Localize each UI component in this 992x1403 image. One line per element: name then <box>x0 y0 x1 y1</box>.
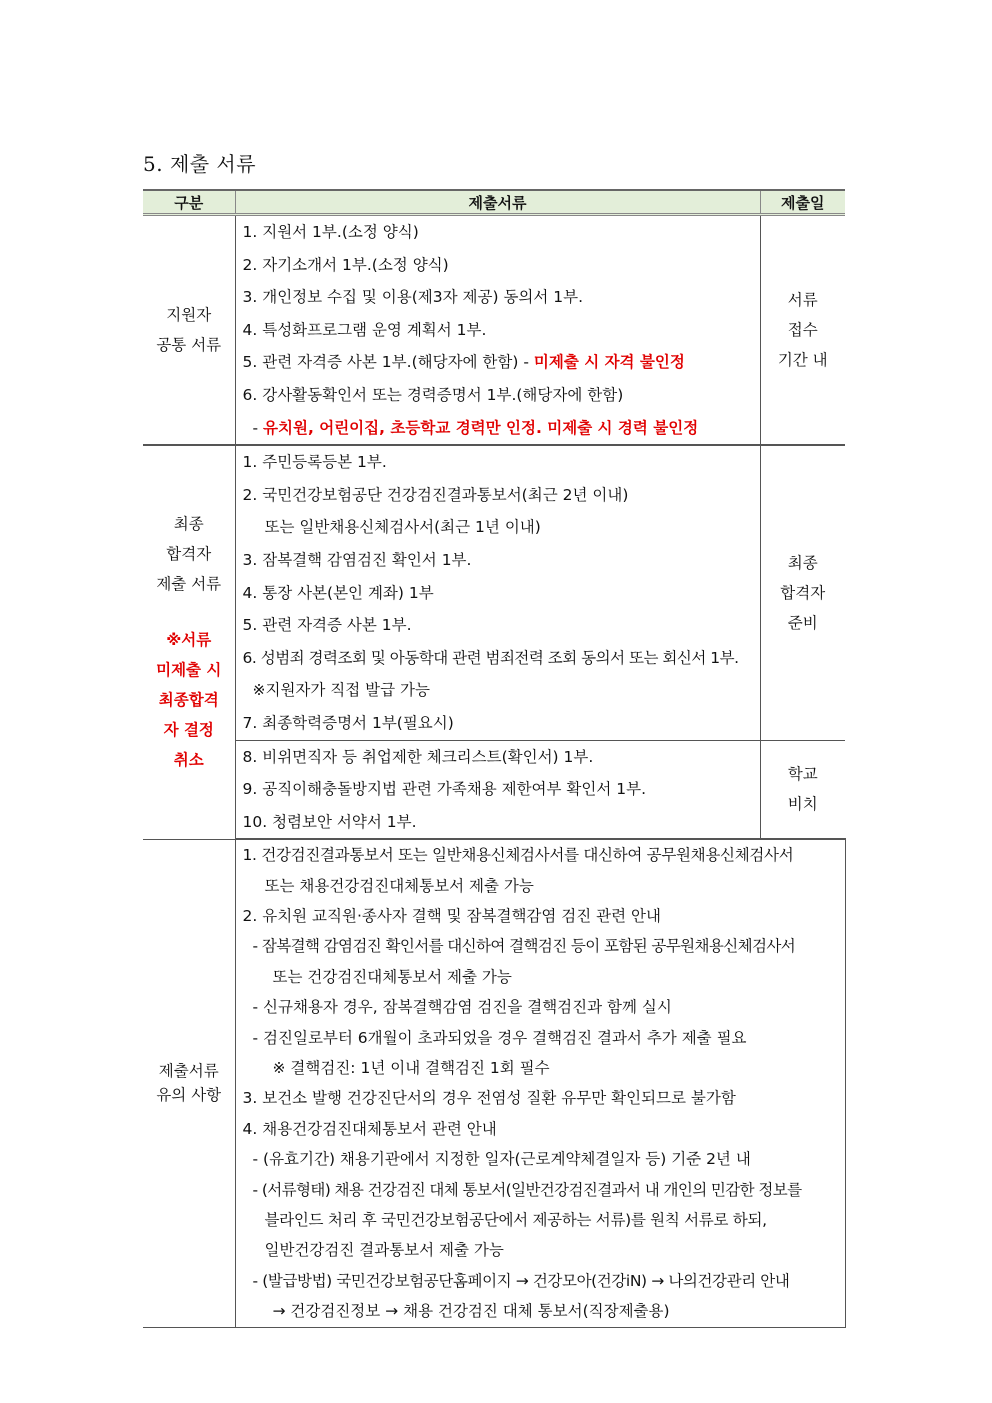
note-line: - 검진일로부터 6개월이 초과되었을 경우 결핵검진 결과서 추가 제출 필요 <box>252 1028 747 1047</box>
list-item: 8. 비위면직자 등 취업제한 체크리스트(확인서) 1부. <box>242 747 594 766</box>
list-item <box>243 346 760 379</box>
note-line: - 신규채용자 경우, 잠복결핵감염 검진을 결핵검진과 함께 실시 <box>252 998 672 1017</box>
header-category: 구분 <box>143 190 235 215</box>
list-item: 2. 국민건강보험공단 건강검진결과통보서(최근 2년 이내) <box>242 485 629 504</box>
note-line: ※ 결핵검진: 1년 이내 결핵검진 1회 필수 <box>272 1059 550 1078</box>
list-item: 2. 자기소개서 1부.(소정 양식) <box>242 255 449 274</box>
final-due-a: 최종 합격자 준비 <box>760 445 845 740</box>
list-item: 3. 잠복결핵 감염검진 확인서 1부. <box>242 550 472 569</box>
header-due: 제출일 <box>760 190 845 215</box>
dash-text: - <box>252 418 264 437</box>
list-item: 3. 개인정보 수집 및 이용(제3자 제공) 동의서 1부. <box>242 288 584 307</box>
list-item: 1. 지원서 1부.(소정 양식) <box>242 223 419 241</box>
note-line: 블라인드 처리 후 국민건강보험공단에서 제공하는 서류)를 원칙 서류로 하되, <box>264 1210 767 1229</box>
documents-table <box>143 189 846 1328</box>
notes-row <box>143 839 845 1327</box>
header-documents: 제출서류 <box>235 190 760 215</box>
note-line: 일반건강검진 결과통보서 제출 가능 <box>264 1241 504 1260</box>
final-documents-row-b <box>143 740 845 839</box>
list-item: 1. 주민등록등본 1부. <box>242 453 387 472</box>
notes-category: 제출서류 유의 사항 <box>143 839 235 1327</box>
common-documents-list <box>235 215 760 446</box>
common-documents-row <box>143 215 845 446</box>
list-item: 또는 일반채용신체검사서(최근 1년 이내) <box>264 518 541 537</box>
list-item: 6. 성범죄 경력조회 및 아동학대 관련 범죄전력 조회 동의서 또는 회신서 1부. <box>242 648 739 667</box>
table-header-row <box>143 190 845 215</box>
list-item: 9. 공직이해충돌방지법 관련 가족채용 제한여부 확인서 1부. <box>242 780 647 799</box>
note-line: - 잠복결핵 감염검진 확인서를 대신하여 결핵검진 등이 포함된 공무원채용신체검사서 <box>252 937 796 956</box>
common-due: 서류 접수 기간 내 <box>760 215 845 446</box>
final-warning: ※서류 <box>166 631 212 650</box>
note-line: 1. 건강검진결과통보서 또는 일반채용신체검사서를 대신하여 공무원채용신체검사서 <box>242 846 794 865</box>
note-line: - (발급방법) 국민건강보험공단홈페이지 → 건강모아(건강iN) → 나의건강관리 안내 <box>252 1271 790 1290</box>
note-line: 2. 유치원 교직원·종사자 결핵 및 잠복결핵감염 검진 관련 안내 <box>242 907 661 926</box>
note-line: → 건강검진정보 → 채용 건강검진 대체 통보서(직장제출용) <box>272 1302 670 1321</box>
note-line: 또는 건강검진대체통보서 제출 가능 <box>272 967 512 986</box>
final-documents-list-b <box>235 740 760 839</box>
final-due-b: 학교 비치 <box>760 740 845 839</box>
list-item: 4. 특성화프로그램 운영 계획서 1부. <box>242 320 487 339</box>
notes-content <box>235 839 845 1327</box>
note-line: 또는 채용건강검진대체통보서 제출 가능 <box>264 876 534 895</box>
section-title: 5. 제출 서류 <box>143 152 257 176</box>
final-documents-row-a <box>143 445 845 740</box>
item-text: 5. 관련 자격증 사본 1부.(해당자에 한함) - <box>242 353 534 372</box>
note-line: 3. 보건소 발행 건강진단서의 경우 전염성 질환 유무만 확인되므로 불가함 <box>242 1089 736 1108</box>
final-category: 최종 합격자 제출 서류 ※서류 미제출 시 최종합격 자 결정 취소 <box>143 445 235 839</box>
list-item: 5. 관련 자격증 사본 1부. <box>242 616 412 635</box>
list-item: 7. 최종학력증명서 1부(필요시) <box>242 713 454 732</box>
list-item <box>243 412 760 445</box>
list-item: 6. 강사활동확인서 또는 경력증명서 1부.(해당자에 한함) <box>242 385 624 404</box>
note-line: 4. 채용건강검진대체통보서 관련 안내 <box>242 1119 497 1138</box>
note-line: - (유효기간) 채용기관에서 지정한 일자(근로계약체결일자 등) 기준 2년 내 <box>252 1150 751 1169</box>
warning-text: 유치원, 어린이집, 초등학교 경력만 인정. 미제출 시 경력 불인정 <box>263 418 699 437</box>
note-line: - (서류형태) 채용 건강검진 대체 통보서(일반건강검진결과서 내 개인의 민감한 정보를 <box>252 1180 802 1199</box>
final-documents-list-a <box>235 445 760 740</box>
list-item: ※지원자가 직접 발급 가능 <box>252 681 430 700</box>
warning-text: 미제출 시 자격 불인정 <box>533 353 685 372</box>
common-category: 지원자 공통 서류 <box>143 215 235 446</box>
list-item: 10. 청렴보안 서약서 1부. <box>242 812 417 831</box>
list-item: 4. 통장 사본(본인 계좌) 1부 <box>242 583 434 602</box>
